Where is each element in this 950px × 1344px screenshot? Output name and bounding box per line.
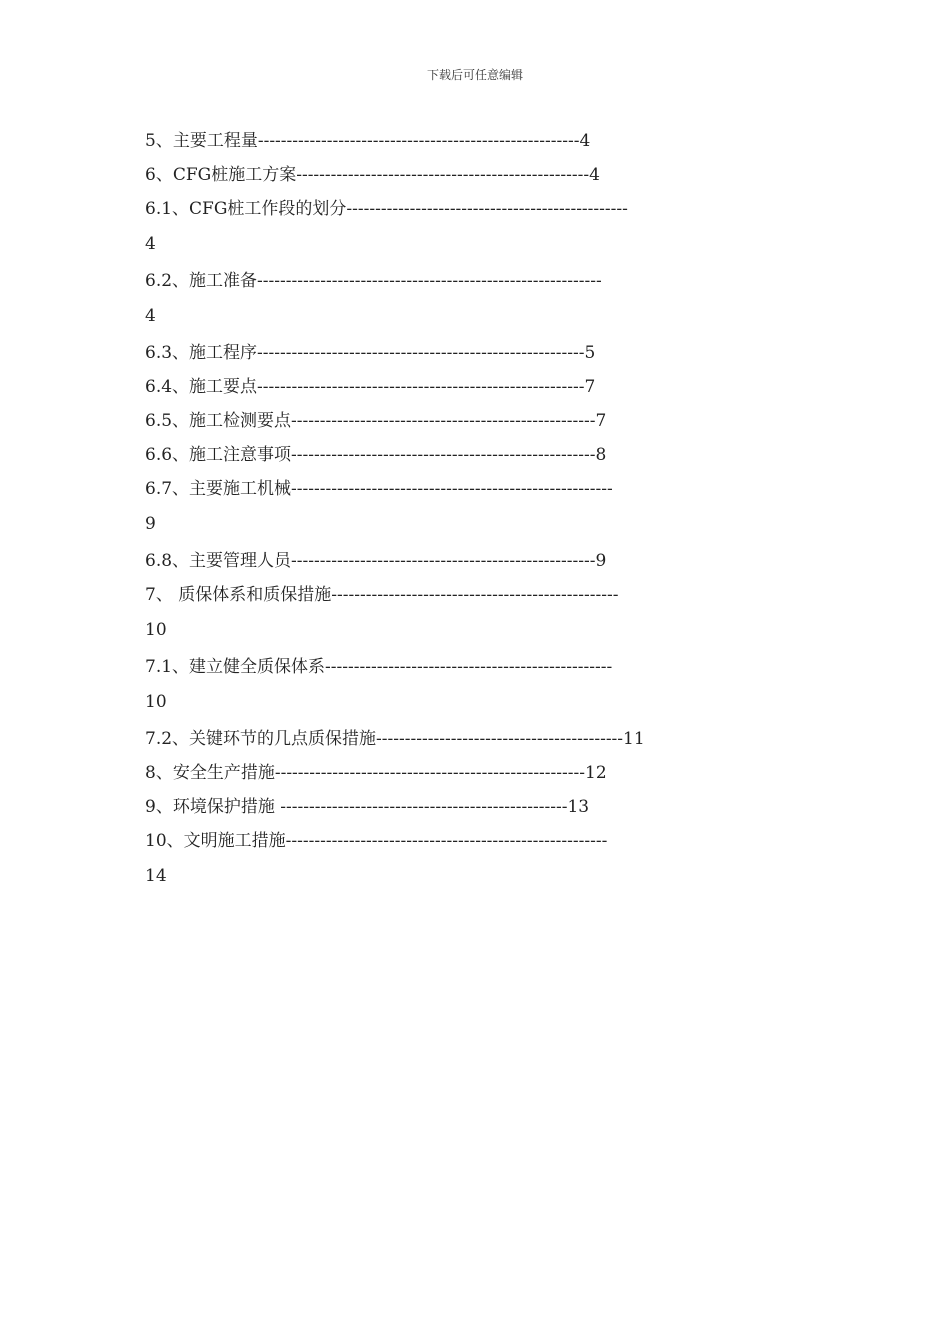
toc-leader-dashes: ------------------------------------------------- [346, 199, 628, 219]
toc-entry-title: 10、文明施工措施 [145, 831, 286, 851]
toc-entry[interactable] [145, 544, 807, 578]
toc-leader-dashes: -------------------------------------------------- [280, 797, 568, 817]
toc-page-number: 10 [145, 692, 167, 712]
toc-entry-title: 6.7、主要施工机械 [145, 479, 292, 499]
toc-leader-dashes: ----------------------------------------------------- [291, 445, 596, 465]
toc-page-number: 9 [595, 551, 607, 571]
toc-page-line [145, 226, 807, 264]
toc-page-number: 4 [589, 165, 600, 185]
toc-page-number: 7 [595, 411, 607, 431]
toc-leader-dashes: -------------------------------------------------------- [291, 479, 613, 499]
toc-page-number: 4 [579, 131, 591, 151]
toc-page-number: 4 [145, 306, 156, 326]
toc-entry[interactable] [145, 472, 807, 506]
toc-page-number: 5 [584, 343, 596, 363]
toc-leader-dashes: -------------------------------------------------------- [285, 831, 608, 851]
toc-page-line [145, 298, 807, 336]
toc-entry-title: 6.3、施工程序 [145, 343, 258, 363]
toc-leader-dashes: ----------------------------------------------------- [291, 411, 596, 431]
toc-entry-title: 7.2、关键环节的几点质保措施 [145, 729, 377, 749]
toc-leader-dashes: --------------------------------------------------------- [257, 377, 585, 397]
toc-page-number: 4 [145, 234, 156, 254]
toc-entry[interactable] [145, 650, 807, 684]
toc-leader-dashes: --------------------------------------------------- [296, 165, 590, 185]
toc-entry[interactable] [145, 158, 807, 192]
toc-entry-title: 6.8、主要管理人员 [145, 551, 292, 571]
toc-entry-title: 8、安全生产措施 [145, 763, 275, 783]
toc-page-line [145, 684, 807, 722]
toc-entry-title: 6.1、CFG桩工作段的划分 [145, 199, 347, 219]
toc-page-number: 8 [595, 445, 607, 465]
toc-leader-dashes: ----------------------------------------------------- [291, 551, 596, 571]
toc-entry[interactable] [145, 264, 807, 298]
toc-entry[interactable] [145, 722, 807, 756]
toc-entry-title: 7.1、建立健全质保体系 [145, 657, 326, 677]
toc-page-number: 12 [585, 763, 607, 783]
toc-leader-dashes: -------------------------------------------------------- [257, 131, 580, 151]
toc-entry-title: 9、环境保护措施 [145, 797, 281, 817]
toc-page-number: 10 [145, 620, 167, 640]
toc-leader-dashes: --------------------------------------------------------- [257, 343, 585, 363]
toc-entry-title: 5、主要工程量 [145, 131, 258, 151]
toc-entry[interactable] [145, 336, 807, 370]
toc-entry[interactable] [145, 578, 807, 612]
toc-entry[interactable] [145, 790, 807, 824]
toc-entry[interactable] [145, 404, 807, 438]
toc-entry[interactable] [145, 438, 807, 472]
toc-page-line [145, 858, 807, 896]
toc-entry[interactable] [145, 824, 807, 858]
toc-entry-title: 6.4、施工要点 [145, 377, 258, 397]
toc-leader-dashes: ------------------------------------------------------ [274, 763, 586, 783]
toc-entry[interactable] [145, 370, 807, 404]
toc-entry[interactable] [145, 756, 807, 790]
toc-leader-dashes: -------------------------------------------------- [325, 657, 613, 677]
toc-page-number: 11 [623, 729, 645, 749]
toc-page-number: 13 [567, 797, 590, 817]
toc-page-number: 9 [145, 514, 156, 534]
toc-entry-title: 6.5、施工检测要点 [145, 411, 292, 431]
toc-page-number: 14 [145, 866, 167, 886]
toc-entry-title: 7、 质保体系和质保措施 [145, 585, 332, 605]
toc-page-number: 7 [584, 377, 596, 397]
toc-leader-dashes: ------------------------------------------------------------ [257, 271, 602, 291]
toc-leader-dashes: -------------------------------------------------- [331, 585, 619, 605]
toc-leader-dashes: ------------------------------------------- [376, 729, 624, 749]
toc-page-line [145, 612, 807, 650]
page-header: 下载后可任意编辑 [426, 68, 523, 82]
toc-entry-title: 6.2、施工准备 [145, 271, 258, 291]
toc-entry-title: 6.6、施工注意事项 [145, 445, 292, 465]
toc-entry-title: 6、CFG桩施工方案 [145, 165, 297, 185]
toc-page-line [145, 506, 807, 544]
table-of-contents [145, 124, 807, 896]
toc-entry[interactable] [145, 192, 807, 226]
toc-entry[interactable] [145, 124, 807, 158]
